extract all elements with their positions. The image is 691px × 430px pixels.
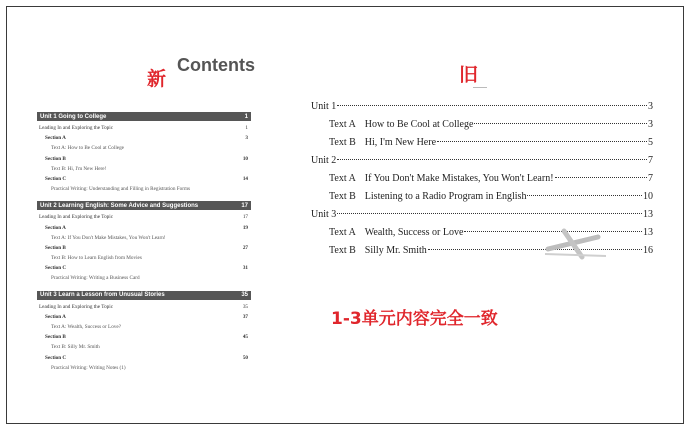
toc-row [37,332,251,342]
toc-row [37,363,251,373]
contents-title: Contents [177,55,255,75]
toc-row-page: 45 [242,334,248,341]
dot-leader [437,141,647,142]
toc-row-page [248,184,251,194]
toc-row-label: Section A [45,224,66,231]
toc-row [37,322,251,332]
dot-leader [474,123,647,124]
toc-row-label: Section C [45,354,67,361]
unit-header [37,201,251,210]
old-row-label: Unit 2 [311,155,337,166]
toc-row-page: 19 [242,224,248,231]
unit-block [37,112,251,194]
old-row-title: Hi, I'm New Here [364,137,437,148]
toc-row-page [248,363,251,373]
old-text-row [311,188,653,206]
toc-row-label: Text A: How to Be Cool at College [51,145,124,152]
toc-row [37,253,251,263]
toc-row [37,164,251,174]
toc-row [37,212,251,222]
unit-header-page: 35 [241,292,248,299]
toc-row-page: 10 [242,155,248,162]
toc-row-page: 17 [242,214,248,221]
unit-block [37,291,251,373]
toc-row-label: Section B [45,244,66,251]
toc-row [37,342,251,352]
toc-row-label: Section C [45,175,67,182]
toc-row [37,123,251,133]
toc-row [37,243,251,253]
toc-row-label: Section A [45,135,66,142]
dot-leader [555,177,647,178]
unit-header-page: 1 [244,113,248,120]
dot-leader [337,159,647,160]
old-row-label: Text A [329,227,356,238]
toc-row-label: Text A: If You Don't Make Mistakes, You Won't Learn! [51,234,166,241]
old-label: 旧 [459,64,479,86]
toc-row-page [248,273,251,283]
toc-row-page: 27 [242,244,248,251]
toc-row [37,154,251,164]
toc-row-label: Text A: Wealth, Success or Love? [51,324,121,330]
toc-row-label: Practical Writing: Understanding and Filling in Registration Forms [51,186,191,193]
toc-row-label: Section B [45,334,66,341]
toc-row-page: 35 [242,303,248,310]
old-row-page: 13 [643,209,653,220]
toc-row-page: 3 [245,135,248,142]
dot-leader [337,105,647,106]
toc-row [37,353,251,363]
old-text-row [311,116,653,134]
old-row-page: 3 [648,101,653,112]
toc-row [37,133,251,143]
unit-header-title: Unit 3 Learn a Lesson from Unusual Stories [40,292,165,299]
old-row-label: Unit 1 [311,101,337,112]
old-row-page: 13 [643,227,653,238]
toc-row-label: Leading In and Exploring the Topic [39,214,114,221]
toc-row [37,302,251,312]
toc-row [37,184,251,194]
old-row-page: 7 [648,155,653,166]
old-unit-row [311,98,653,116]
toc-row-label: Leading In and Exploring the Topic [39,303,114,310]
toc-row [37,174,251,184]
toc-row-page [248,322,251,332]
old-row-page: 3 [648,119,653,130]
old-unit-row [311,206,653,224]
unit-header-title: Unit 2 Learning English: Some Advice and Suggestions [40,202,199,209]
old-row-title: Listening to a Radio Program in English [364,191,527,202]
toc-row-label: Text B: How to Learn English from Movies [51,255,142,262]
comparison-note: 1-3单元内容完全一致 [331,309,498,329]
old-row-title: If You Don't Make Mistakes, You Won't Learn! [364,173,554,184]
toc-row-label: Text B: Hi, I'm New Here! [51,165,107,172]
old-row-label: Text A [329,173,356,184]
scan-mark [473,87,487,88]
toc-row [37,273,251,283]
dot-leader [337,213,642,214]
toc-row-label: Section B [45,155,66,162]
old-text-row [311,134,653,152]
old-row-title: Silly Mr. Smith [364,245,427,256]
old-row-page: 7 [648,173,653,184]
old-unit-row [311,152,653,170]
toc-row-page [248,233,251,243]
toc-row-page: 50 [242,354,248,361]
toc-row-label: Section C [45,265,67,272]
toc-row-label: Practical Writing: Writing Notes (1) [51,364,126,371]
toc-row-page: 1 [245,125,248,131]
toc-row-label: Practical Writing: Writing a Business Card [51,275,140,282]
old-row-page: 5 [648,137,653,148]
old-row-page: 10 [643,191,653,202]
old-row-title: How to Be Cool at College [364,119,474,130]
old-row-page: 16 [643,245,653,256]
toc-row-page [248,164,251,174]
new-label: 新 [147,68,167,90]
old-row-label: Text B [329,245,356,256]
toc-row-label: Text B: Silly Mr. Smith [51,344,100,351]
unit-header-title: Unit 1 Going to College [40,113,107,120]
toc-row-page: 14 [242,175,248,182]
toc-row-page [248,143,251,153]
old-row-label: Text B [329,137,356,148]
cross-mark-icon [540,223,610,261]
dot-leader [527,195,642,196]
toc-row-page: 37 [242,313,248,320]
old-row-label: Text A [329,119,356,130]
toc-row [37,143,251,153]
toc-row-page [248,342,251,352]
old-row-label: Text B [329,191,356,202]
unit-block [37,201,251,283]
toc-row [37,223,251,233]
toc-row [37,312,251,322]
unit-header [37,291,251,300]
new-contents-list [37,112,251,380]
toc-row [37,263,251,273]
toc-row-page: 31 [242,265,248,272]
unit-header [37,112,251,121]
toc-row-label: Leading In and Exploring the Topic [39,125,114,131]
toc-row-page [248,253,251,263]
unit-header-page: 17 [241,202,248,209]
old-text-row [311,170,653,188]
old-row-title: Wealth, Success or Love [364,227,464,238]
toc-row-label: Section A [45,313,66,320]
old-row-label: Unit 3 [311,209,337,220]
toc-row [37,233,251,243]
